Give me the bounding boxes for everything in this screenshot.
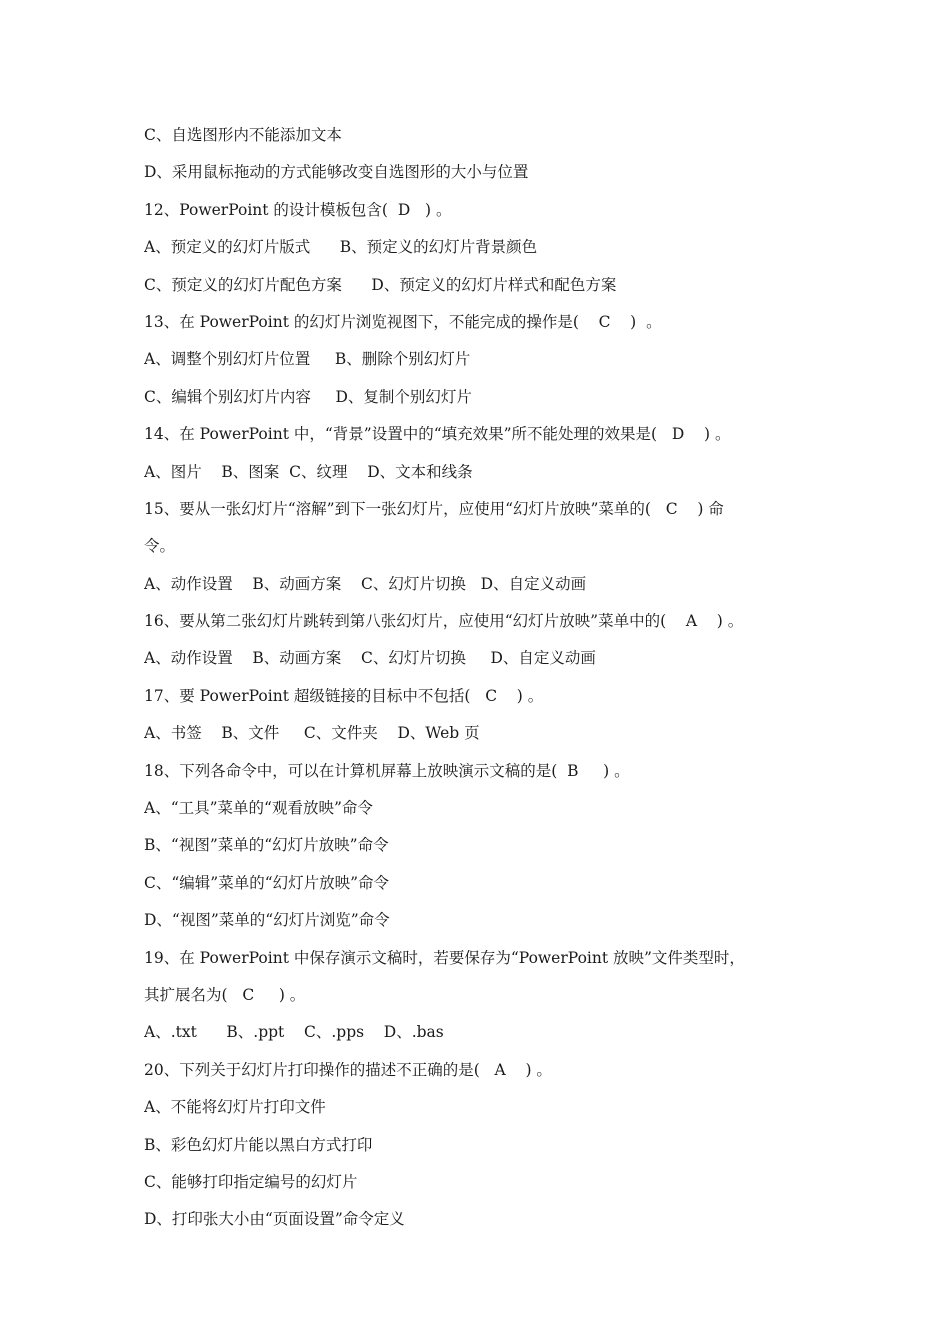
question-19-options: A、.txt B、.ppt C、.pps D、.bas [144, 1023, 444, 1042]
question-20-option-d: D、打印张大小由“页面设置”命令定义 [144, 1210, 405, 1229]
question-20-option-b: B、彩色幻灯片能以黑白方式打印 [144, 1135, 373, 1154]
question-17: 17、要 PowerPoint 超级链接的目标中不包括( C ) 。 [144, 686, 544, 705]
question-12-options-ab: A、预定义的幻灯片版式 B、预定义的幻灯片背景颜色 [144, 238, 538, 257]
question-18-option-d: D、“视图”菜单的“幻灯片浏览”命令 [144, 911, 390, 930]
question-16-options: A、动作设置 B、动画方案 C、幻灯片切换 D、自定义动画 [144, 649, 596, 668]
question-19: 19、在 PowerPoint 中保存演示文稿时，若要保存为“PowerPoint 放映”文件类型时， [144, 948, 745, 967]
question-20: 20、下列关于幻灯片打印操作的描述不正确的是( A ) 。 [144, 1060, 552, 1079]
question-18-option-a: A、“工具”菜单的“观看放映”命令 [144, 799, 373, 818]
question-19-continued: 其扩展名为( C ) 。 [144, 985, 306, 1004]
question-13-options-cd: C、编辑个别幻灯片内容 D、复制个别幻灯片 [144, 387, 472, 406]
question-13: 13、在 PowerPoint 的幻灯片浏览视图下，不能完成的操作是( C ) 。 [144, 312, 662, 331]
text-line-2: D、采用鼠标拖动的方式能够改变自选图形的大小与位置 [144, 163, 529, 182]
question-12-options-cd: C、预定义的幻灯片配色方案 D、预定义的幻灯片样式和配色方案 [144, 275, 617, 294]
question-16: 16、要从第二张幻灯片跳转到第八张幻灯片，应使用“幻灯片放映”菜单中的( A ) 。 [144, 612, 744, 631]
text-line-1: C、自选图形内不能添加文本 [144, 126, 342, 144]
question-14: 14、在 PowerPoint 中，“背景”设置中的“填充效果”所不能处理的效果是( D ) 。 [144, 425, 731, 444]
question-20-option-a: A、不能将幻灯片打印文件 [144, 1098, 326, 1117]
question-15-continued: 令。 [144, 537, 176, 556]
question-18-option-b: B、“视图”菜单的“幻灯片放映”命令 [144, 836, 389, 855]
question-12: 12、PowerPoint 的设计模板包含( D ) 。 [144, 200, 452, 219]
question-15: 15、要从一张幻灯片“溶解”到下一张幻灯片，应使用“幻灯片放映”菜单的( C ) 命 [144, 499, 724, 518]
question-14-options: A、图片 B、图案 C、纹理 D、文本和线条 [144, 462, 473, 481]
question-18-option-c: C、“编辑”菜单的“幻灯片放映”命令 [144, 873, 390, 892]
question-20-option-c: C、能够打印指定编号的幻灯片 [144, 1172, 358, 1191]
question-15-options: A、动作设置 B、动画方案 C、幻灯片切换 D、自定义动画 [144, 574, 587, 593]
question-18: 18、下列各命令中，可以在计算机屏幕上放映演示文稿的是( B ) 。 [144, 761, 630, 780]
document-body [144, 117, 816, 1239]
question-17-options: A、书签 B、文件 C、文件夹 D、Web 页 [144, 724, 480, 743]
question-13-options-ab: A、调整个别幻灯片位置 B、删除个别幻灯片 [144, 350, 471, 369]
